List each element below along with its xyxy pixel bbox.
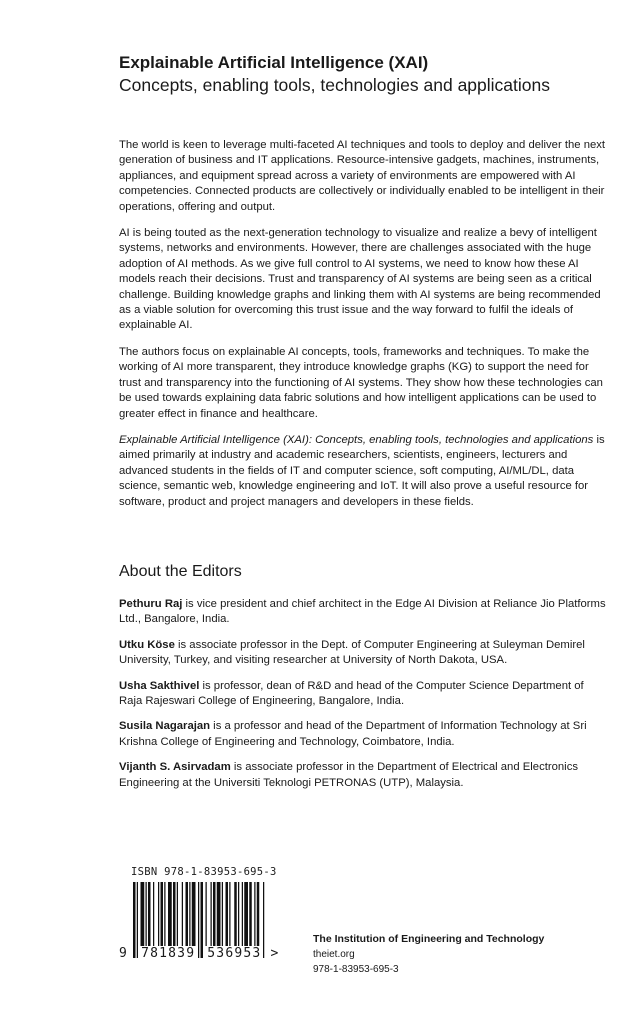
editor-entry: [119, 597, 609, 628]
barcode-digits-left: 781839: [141, 946, 196, 961]
barcode-end-marker: >: [270, 946, 280, 961]
barcode-bar: [257, 882, 260, 946]
barcode-bar: [177, 882, 178, 946]
barcode-bar: [249, 882, 252, 946]
barcode-bar: [242, 882, 243, 946]
book-subtitle: Concepts, enabling tools, technologies and applications: [119, 75, 550, 95]
barcode-bar: [238, 882, 239, 946]
barcode-bar: [141, 882, 145, 946]
barcode-bar: [182, 882, 183, 946]
barcode-bar: [153, 882, 154, 946]
editor-bio: is professor, dean of R&D and head of the Computer Science Department of Raja Rajeswari College of Engineering, Bangalore, India.: [119, 679, 584, 708]
barcode-bar: [146, 882, 147, 946]
barcode-bar: [217, 882, 221, 946]
book-title: Explainable Artificial Intelligence (XAI): [119, 53, 429, 72]
publisher-isbn: 978-1-83953-695-3: [313, 964, 399, 975]
editor-name: Vijanth S. Asirvadam: [119, 761, 231, 774]
barcode-bar: [161, 882, 164, 946]
editor-entry: [119, 719, 609, 750]
isbn-barcode: [119, 866, 289, 976]
barcode-bar: [229, 882, 230, 946]
editor-entry: [119, 679, 609, 710]
publisher-website: theiet.org: [313, 949, 355, 960]
barcode-bar: [164, 882, 165, 946]
barcode-bar: [186, 882, 189, 946]
editor-entry: [119, 760, 609, 791]
editor-entry: [119, 638, 609, 669]
editor-name: Susila Nagarajan: [119, 720, 211, 733]
barcode-bar: [211, 882, 212, 946]
barcode-bar: [226, 882, 229, 946]
blurb-paragraph-4-text: is aimed primarily at industry and academic researchers, scientists, engineers, lecturers and advanced students in the fields of IT and computer science, soft computing, AI/ML/DL, data science, semantic web, knowledge engineering and IoT. It will also prove a useful resource for software, product and project managers and developers in these fields.: [119, 433, 605, 508]
barcode-bar: [173, 882, 176, 946]
blurb-paragraph-4: [119, 433, 609, 510]
isbn-label: ISBN 978-1-83953-695-3: [131, 866, 277, 878]
barcode-digits: [119, 946, 289, 961]
editor-bio: is associate professor in the Department of Electrical and Electronics Engineering at the Universiti Teknologi PETRONAS (UTP), Malaysia.: [119, 761, 578, 789]
editor-bio: is associate professor in the Dept. of Computer Engineering at Suleyman Demirel University, Turkey, and visiting researcher at University of North Dakota, USA.: [119, 638, 585, 667]
editor-name: Pethuru Raj: [119, 598, 183, 610]
barcode-digit-first: 9: [119, 946, 129, 961]
blurb-book-title-italic: Explainable Artificial Intelligence (XAI): Concepts, enabling tools, technologies and applications: [119, 433, 594, 446]
barcode-bar: [158, 882, 159, 946]
about-editors-heading: About the Editors: [119, 563, 242, 580]
barcode-bar: [234, 882, 237, 946]
blurb-paragraph-3: The authors focus on explainable AI concepts, tools, frameworks and techniques. To make the working of AI more transparent, they introduce knowledge graphs (KG) to support the need for trust and transparency into the functioning of AI systems. They show how these technologies can be used towards explaining data fabric solutions and how intelligent applications can be used to greater effect in finance and healthcare.: [119, 345, 603, 420]
blurb: [119, 138, 609, 521]
barcode-bar: [244, 882, 248, 946]
publisher-block: [313, 932, 544, 977]
barcode-bar: [222, 882, 223, 946]
barcode-bar: [206, 882, 207, 946]
barcode-bar: [189, 882, 190, 946]
editors-list: [119, 597, 609, 801]
barcode-bar: [168, 882, 172, 946]
blurb-paragraph-2: AI is being touted as the next-generation technology to visualize and realize a bevy of intelligent systems, networks and environments. However, there are challenges associated with the huge adoption of AI methods. As we give full control to AI systems, we need to know how these AI models reach their decisions. Trust and transparency of AI systems are being seen as a critical challenge. Building knowledge graphs and linking them with AI systems are being recommended as a viable solution for overcoming this trust issue and the way forward to fulfil the ideals of explainable AI.: [119, 227, 601, 332]
barcode-bar: [148, 882, 151, 946]
editor-name: Utku Köse: [119, 638, 175, 651]
barcode-bar: [192, 882, 196, 946]
barcode-bar: [213, 882, 216, 946]
editor-name: Usha Sakthivel: [119, 679, 200, 692]
barcode-bar: [254, 882, 255, 946]
barcode-digits-right: 536953: [207, 946, 262, 961]
editor-bio: is a professor and head of the Department of Information Technology at Sri Krishna College of Engineering and Technology, Coimbatore, India.: [119, 720, 587, 748]
editor-bio: is vice president and chief architect in the Edge AI Division at Reliance Jio Platforms Ltd., Bangalore, India.: [119, 598, 606, 626]
publisher-name: The Institution of Engineering and Technology: [313, 933, 545, 945]
blurb-paragraph-1: The world is keen to leverage multi-faceted AI techniques and tools to deploy and deliver the next generation of business and IT applications. Resource-intensive gadgets, machines, instruments, appliances, and equipment spread across a variety of environments are empowered with AI competencies. Connected products are collectively or individually enabled to be intelligent in their operations, offering and output.: [119, 139, 606, 213]
